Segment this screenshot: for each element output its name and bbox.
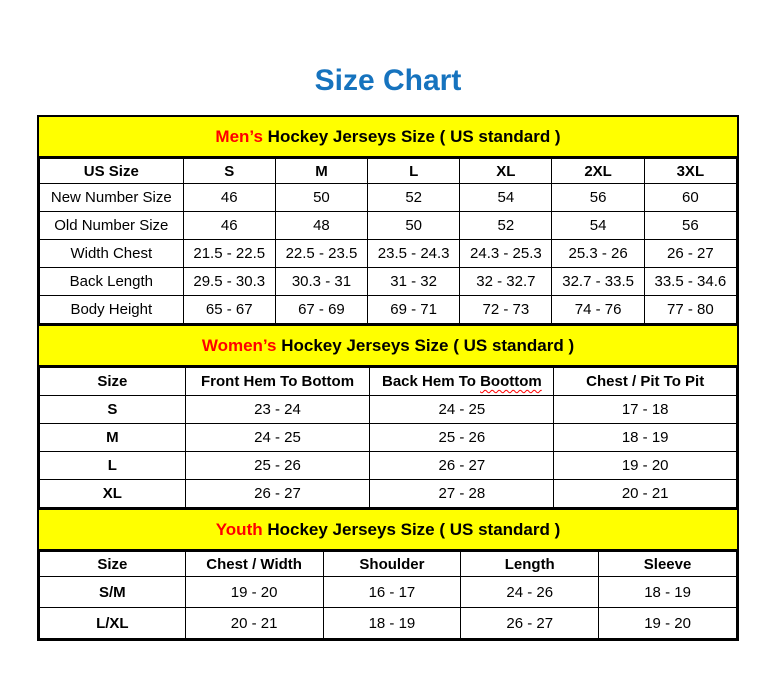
column-header: US Size xyxy=(40,159,184,184)
size-cell: 20 - 21 xyxy=(185,608,323,639)
youth-header-row xyxy=(40,552,737,577)
mens-section-title xyxy=(39,117,737,158)
size-cell: 26 - 27 xyxy=(370,452,554,480)
size-cell: 17 - 18 xyxy=(554,396,737,424)
youth-section-title xyxy=(39,508,737,551)
page-title: Size Chart xyxy=(314,64,462,97)
table-row xyxy=(40,608,737,639)
column-header: 3XL xyxy=(644,159,736,184)
size-cell: 65 - 67 xyxy=(183,296,275,324)
size-cell: 67 - 69 xyxy=(275,296,367,324)
youth-section-title-rest: Hockey Jerseys Size ( US standard ) xyxy=(262,520,561,539)
womens-section-title-rest: Hockey Jerseys Size ( US standard ) xyxy=(276,336,575,355)
size-cell: 24.3 - 25.3 xyxy=(460,240,552,268)
mens-section-title-rest: Hockey Jerseys Size ( US standard ) xyxy=(262,127,561,146)
table-row xyxy=(40,396,737,424)
size-cell: 24 - 25 xyxy=(185,424,370,452)
size-cell: 18 - 19 xyxy=(323,608,461,639)
row-label: New Number Size xyxy=(40,184,184,212)
size-cell: 56 xyxy=(552,184,644,212)
column-header-back-hem xyxy=(370,368,554,396)
size-cell: 30.3 - 31 xyxy=(275,268,367,296)
row-label: Old Number Size xyxy=(40,212,184,240)
size-cell: 56 xyxy=(644,212,736,240)
womens-section-title xyxy=(39,324,737,367)
column-header: S xyxy=(183,159,275,184)
column-header: Size xyxy=(40,368,186,396)
table-row xyxy=(40,424,737,452)
size-cell: 77 - 80 xyxy=(644,296,736,324)
womens-section-title-highlight: Women’s xyxy=(201,336,277,355)
table-row xyxy=(40,577,737,608)
table-row xyxy=(40,268,737,296)
column-header: Chest / Pit To Pit xyxy=(554,368,737,396)
size-cell: 48 xyxy=(275,212,367,240)
column-header: Size xyxy=(40,552,186,577)
size-cell: 74 - 76 xyxy=(552,296,644,324)
table-row xyxy=(40,212,737,240)
row-label: M xyxy=(40,424,186,452)
size-cell: 19 - 20 xyxy=(599,608,737,639)
size-cell: 26 - 27 xyxy=(185,480,370,508)
size-cell: 54 xyxy=(552,212,644,240)
table-row xyxy=(40,296,737,324)
row-label: Width Chest xyxy=(40,240,184,268)
column-header-text: Back Hem To xyxy=(382,373,481,390)
row-label: S/M xyxy=(40,577,186,608)
size-cell: 18 - 19 xyxy=(599,577,737,608)
size-cell: 21.5 - 22.5 xyxy=(183,240,275,268)
size-cell: 24 - 25 xyxy=(370,396,554,424)
size-cell: 32 - 32.7 xyxy=(460,268,552,296)
mens-header-row xyxy=(40,159,737,184)
mens-size-table xyxy=(39,158,737,324)
size-cell: 46 xyxy=(183,184,275,212)
table-row xyxy=(40,240,737,268)
size-cell: 50 xyxy=(275,184,367,212)
table-row xyxy=(40,452,737,480)
youth-section-title-highlight: Youth xyxy=(215,520,263,539)
size-cell: 19 - 20 xyxy=(185,577,323,608)
column-header: XL xyxy=(460,159,552,184)
row-label: Body Height xyxy=(40,296,184,324)
size-cell: 25 - 26 xyxy=(370,424,554,452)
size-cell: 16 - 17 xyxy=(323,577,461,608)
column-header: L xyxy=(368,159,460,184)
row-label: Back Length xyxy=(40,268,184,296)
size-cell: 22.5 - 23.5 xyxy=(275,240,367,268)
size-cell: 46 xyxy=(183,212,275,240)
size-cell: 54 xyxy=(460,184,552,212)
size-cell: 52 xyxy=(460,212,552,240)
size-cell: 19 - 20 xyxy=(554,452,737,480)
size-cell: 18 - 19 xyxy=(554,424,737,452)
size-cell: 33.5 - 34.6 xyxy=(644,268,736,296)
table-row xyxy=(40,184,737,212)
column-header: 2XL xyxy=(552,159,644,184)
size-cell: 72 - 73 xyxy=(460,296,552,324)
column-header: Front Hem To Bottom xyxy=(185,368,370,396)
size-cell: 50 xyxy=(368,212,460,240)
column-header: M xyxy=(275,159,367,184)
size-chart-table-group xyxy=(37,115,739,641)
size-cell: 25.3 - 26 xyxy=(552,240,644,268)
table-row xyxy=(40,480,737,508)
column-header: Sleeve xyxy=(599,552,737,577)
size-cell: 25 - 26 xyxy=(185,452,370,480)
size-cell: 23 - 24 xyxy=(185,396,370,424)
row-label: XL xyxy=(40,480,186,508)
size-cell: 20 - 21 xyxy=(554,480,737,508)
column-header: Chest / Width xyxy=(185,552,323,577)
size-cell: 31 - 32 xyxy=(368,268,460,296)
size-cell: 26 - 27 xyxy=(461,608,599,639)
womens-size-table xyxy=(39,367,737,508)
row-label: L/XL xyxy=(40,608,186,639)
size-cell: 32.7 - 33.5 xyxy=(552,268,644,296)
size-cell: 52 xyxy=(368,184,460,212)
row-label: L xyxy=(40,452,186,480)
size-cell: 23.5 - 24.3 xyxy=(368,240,460,268)
size-cell: 29.5 - 30.3 xyxy=(183,268,275,296)
size-cell: 26 - 27 xyxy=(644,240,736,268)
column-header: Length xyxy=(461,552,599,577)
size-cell: 27 - 28 xyxy=(370,480,554,508)
row-label: S xyxy=(40,396,186,424)
size-cell: 24 - 26 xyxy=(461,577,599,608)
misspelled-word: Boottom xyxy=(480,373,542,390)
mens-section-title-highlight: Men’s xyxy=(215,127,263,146)
womens-header-row xyxy=(40,368,737,396)
size-cell: 60 xyxy=(644,184,736,212)
column-header: Shoulder xyxy=(323,552,461,577)
size-cell: 69 - 71 xyxy=(368,296,460,324)
youth-size-table xyxy=(39,551,737,639)
